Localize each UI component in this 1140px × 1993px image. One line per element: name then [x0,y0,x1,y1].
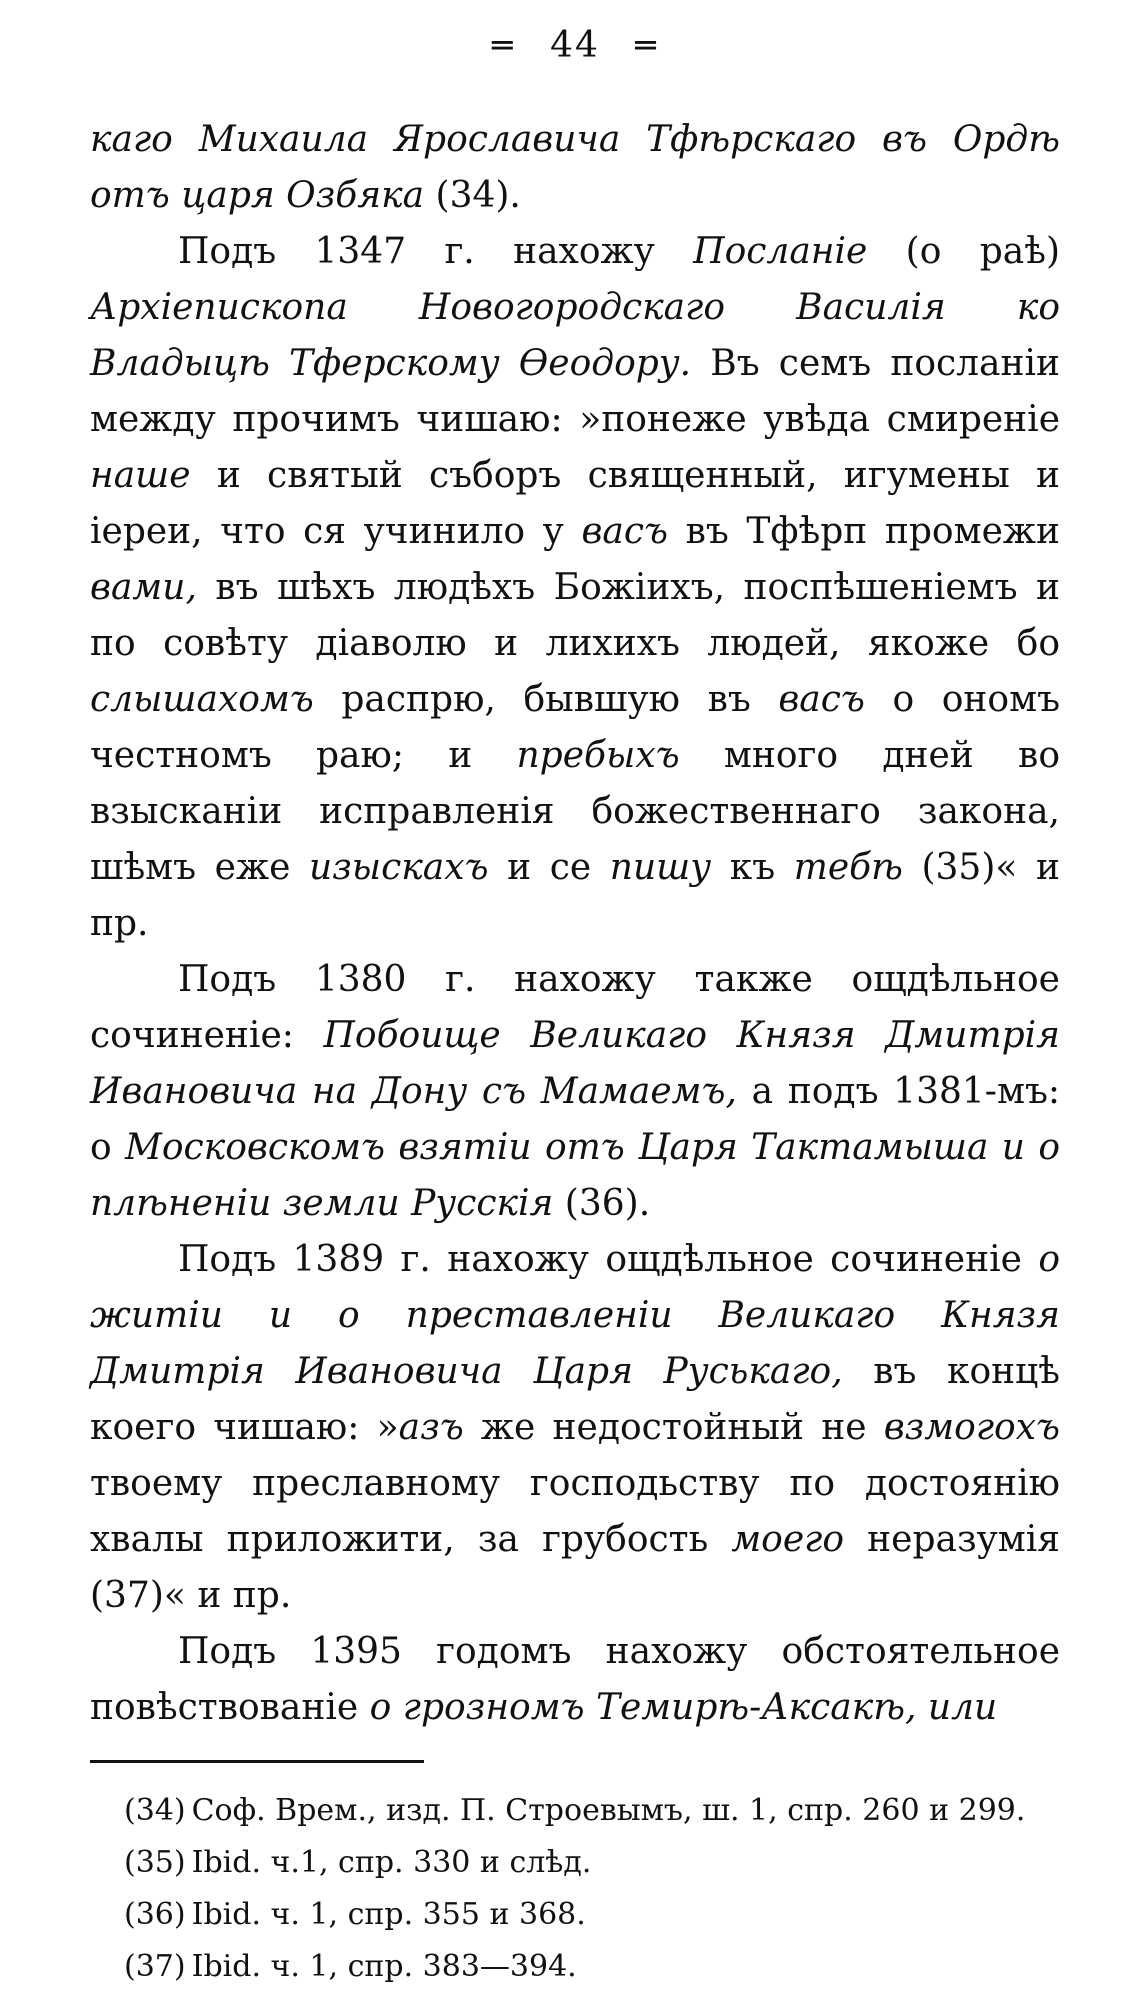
footnote [90,1941,1060,1993]
body-text [90,112,1060,1736]
text-run: и се [488,847,610,888]
paragraph [90,1232,1060,1624]
italic-run: взмогохъ [883,1407,1060,1448]
text-run: неразумія (37)« и пр. [90,1519,1060,1616]
italic-run: о житіи и о преставленіи Великаго Князя Дмитрія Ивановича Царя Руськаго, [90,1239,1060,1392]
footnote-mark: (35) [124,1845,186,1880]
text-run: же недостойный не [463,1407,884,1448]
footnote-text: Ibid. ч. 1, спр. 355 и 368. [191,1897,586,1932]
italic-run: вами, [90,567,197,608]
text-run: о ономъ честномъ раю; и [90,679,1060,776]
italic-run: наше [90,455,191,496]
text-run: Подъ 1347 г. нахожу [178,231,694,272]
footnote-text: Соф. Врем., изд. П. Строевымъ, ш. 1, спр. 260 и 299. [191,1793,1026,1828]
page-number: 44 [550,25,600,66]
paragraph [90,952,1060,1232]
italic-run: тебѣ [793,847,903,888]
text-run: много дней во взысканіи исправленія божественнаго закона, шѣмъ еже [90,735,1060,888]
text-run: (36). [553,1183,651,1224]
italic-run: слышахомъ [90,679,314,720]
footnote [90,1837,1060,1889]
italic-run: пишу [609,847,712,888]
header-rule-right: ═ [635,26,658,66]
footnotes [90,1785,1060,1993]
paragraph [90,1624,1060,1736]
footnote [90,1785,1060,1837]
header-rule-left: ═ [492,26,515,66]
paragraph [90,112,1060,224]
italic-run: азъ [398,1407,464,1448]
text-run: Въ семъ посланіи между прочимъ чишаю: »понеже увѣда смиреніе [90,343,1061,440]
text-run: Подъ 1380 г. нахожу также ощдѣльное сочиненіе: [90,959,1060,1056]
text-run: распрю, бывшую въ [313,679,779,720]
text-run: и святый съборъ священный, игумены и іереи, что ся учинило у [90,455,1060,552]
italic-run: Московскомъ взятіи отъ Царя Тактамыша и о плѣненіи земли Русскія [90,1127,1060,1224]
text-run: въ концѣ коего чишаю: » [90,1351,1060,1448]
italic-run: васъ [581,511,669,552]
italic-run: каго Михаила Ярославича Тфѣрскаго въ Ордѣ отъ царя Озбяка [90,119,1060,216]
footnote-mark: (36) [124,1897,186,1932]
text-run: а подъ 1381-мъ: о [90,1071,1060,1168]
page-header [90,22,1060,70]
italic-run: пребыхъ [516,735,680,776]
text-run: въ Тфѣрп промежи [668,511,1060,552]
text-run: (35)« и пр. [90,847,1060,944]
italic-run: моего [731,1519,845,1560]
text-run: Подъ 1389 г. нахожу ощдѣльное сочиненіе [178,1239,1039,1280]
paragraph [90,224,1060,952]
text-run: твоему преславному господьству по достоянію хвалы приложити, за грубость [90,1463,1060,1560]
italic-run: васъ [778,679,865,720]
text-run: Подъ 1395 годомъ нахожу обстоятельное повѣствованіе [90,1631,1060,1728]
italic-run: о грозномъ Темирѣ-Аксакѣ, или [369,1687,998,1728]
text-run: къ [711,847,794,888]
footnote-mark: (34) [124,1793,186,1828]
footnote-text: Ibid. ч. 1, спр. 383—394. [191,1949,577,1984]
text-run: (о раѣ) [867,231,1060,272]
text-run: (34). [424,175,521,216]
italic-run: Посланіе [693,231,868,272]
italic-run: изыскахъ [308,847,489,888]
text-run: въ шѣхъ людѣхъ Божіихъ, поспѣшеніемъ и по совѣту діаволю и лихихъ людей, якоже бо [90,567,1060,664]
footnote [90,1889,1060,1941]
footnote-text: Ibid. ч.1, спр. 330 и слѣд. [191,1845,592,1880]
footnote-separator [90,1760,424,1763]
footnote-mark: (37) [124,1949,186,1984]
italic-run: Архіепископа Новогородскаго Василія ко Владыцѣ Тферскому Ѳеодору. [90,287,1060,384]
italic-run: Побоище Великаго Князя Дмитрія Ивановича на Дону съ Мамаемъ, [90,1015,1060,1112]
